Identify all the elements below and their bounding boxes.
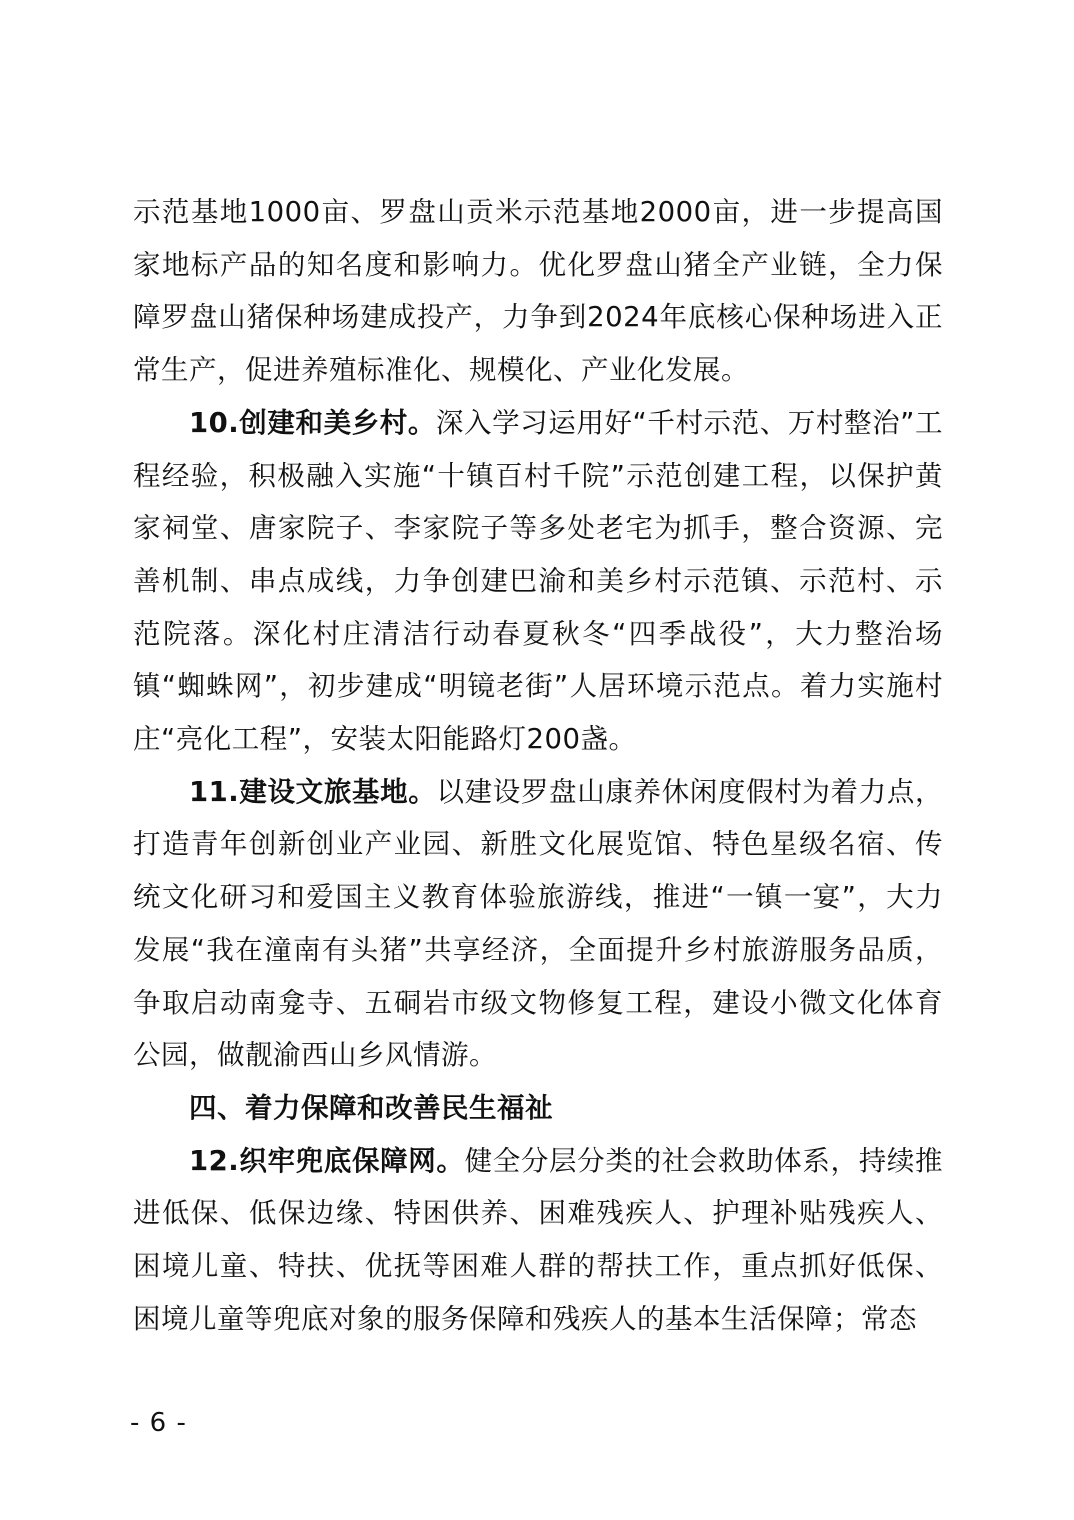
paragraph-item-12 — [133, 1135, 943, 1346]
paragraph-item-11 — [133, 766, 943, 1082]
section-heading: 四、着力保障和改善民生福祉 — [189, 1091, 553, 1124]
document-body — [133, 186, 943, 1345]
paragraph-lead: 11.建设文旅基地。 — [189, 775, 437, 808]
paragraph-text: 健全分层分类的社会救助体系，持续推进低保、低保边缘、特困供养、困难残疾人、护理补贴残疾人、困境儿童、特扶、优抚等困难人群的帮扶工作，重点抓好低保、困境儿童等兜底对象的服务保障和残疾人的基本生活保障；常态 — [133, 1144, 943, 1335]
paragraph-text: 深入学习运用好“千村示范、万村整治”工程经验，积极融入实施“十镇百村千院”示范创建工程，以保护黄家祠堂、唐家院子、李家院子等多处老宅为抓手，整合资源、完善机制、串点成线，力争创建巴渝和美乡村示范镇、示范村、示范院落。深化村庄清洁行动春夏秋冬“四季战役”，大力整治场镇“蜘蛛网”，初步建成“明镜老街”人居环境示范点。着力实施村庄“亮化工程”，安装太阳能路灯200盏。 — [133, 406, 943, 756]
page-number: - 6 - — [130, 1408, 187, 1438]
paragraph-lead: 12.织牢兜底保障网。 — [189, 1144, 465, 1177]
paragraph-text: 示范基地1000亩、罗盘山贡米示范基地2000亩，进一步提高国家地标产品的知名度和影响力。优化罗盘山猪全产业链，全力保障罗盘山猪保种场建成投产，力争到2024年底核心保种场进入正常生产，促进养殖标准化、规模化、产业化发展。 — [133, 196, 943, 387]
paragraph-item-10 — [133, 397, 943, 766]
paragraph-continued — [133, 186, 943, 397]
paragraph-text: 以建设罗盘山康养休闲度假村为着力点，打造青年创新创业产业园、新胜文化展览馆、特色星级名宿、传统文化研习和爱国主义教育体验旅游线，推进“一镇一宴”，大力发展“我在潼南有头猪”共享经济，全面提升乡村旅游服务品质，争取启动南龛寺、五硐岩市级文物修复工程，建设小微文化体育公园，做靓渝西山乡风情游。 — [133, 775, 944, 1072]
paragraph-lead: 10.创建和美乡村。 — [189, 406, 436, 439]
